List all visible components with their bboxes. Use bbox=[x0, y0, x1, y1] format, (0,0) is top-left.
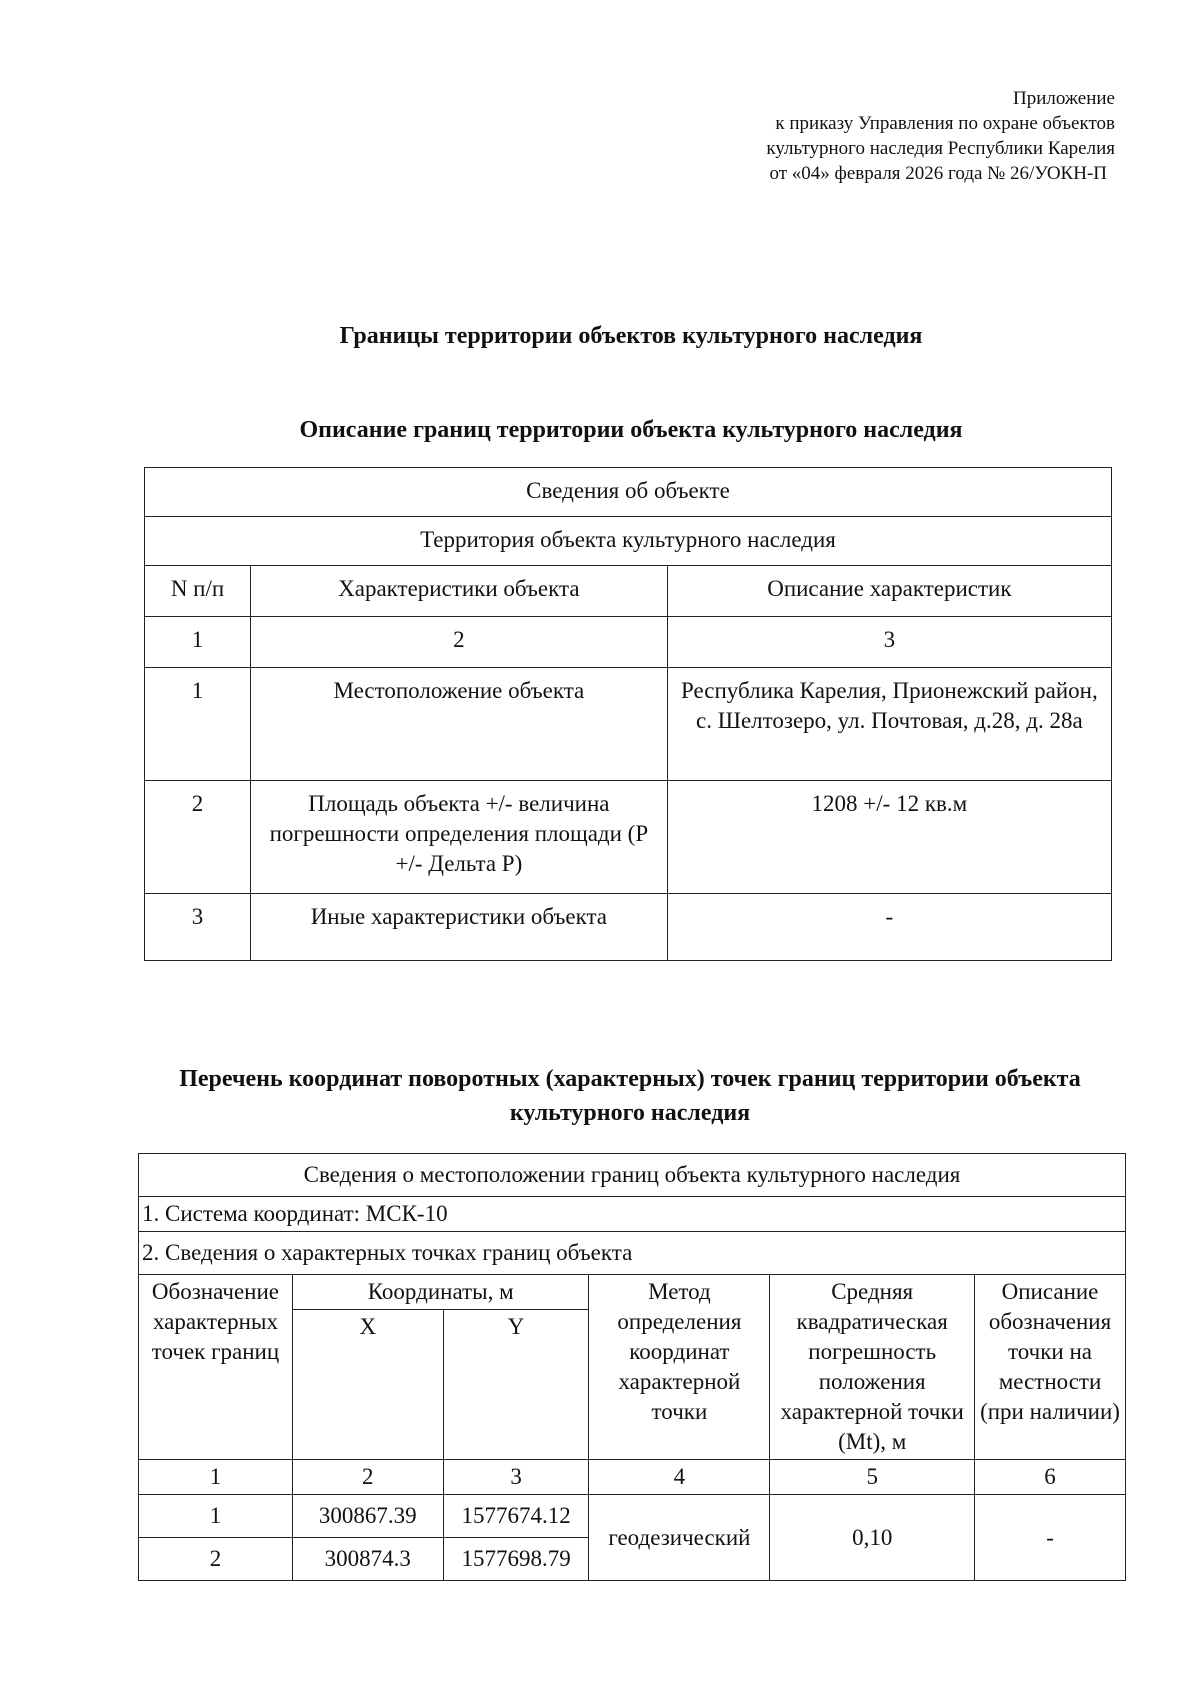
table-cell: Республика Карелия, Прионежский район, с. Шелтозеро, ул. Почтовая, д.28, д. 28а bbox=[667, 668, 1111, 781]
table-cell: Сведения об объекте bbox=[145, 468, 1112, 517]
table-cell: геодезический bbox=[589, 1495, 770, 1581]
table-header-row bbox=[145, 566, 1112, 617]
table-header-row bbox=[139, 1275, 1126, 1310]
header-cell: N п/п bbox=[145, 566, 251, 617]
table-cell: 1 bbox=[145, 668, 251, 781]
table-row bbox=[139, 1154, 1126, 1197]
table-cell: 1 bbox=[139, 1495, 293, 1538]
main-title: Границы территории объектов культурного наследия bbox=[339, 323, 923, 349]
table-cell: 3 bbox=[667, 617, 1111, 668]
table-row bbox=[145, 517, 1112, 566]
numbering-row bbox=[145, 617, 1112, 668]
appendix-line: Приложение bbox=[1013, 88, 1115, 109]
header-cell: Описание обозначения точки на местности (при наличии) bbox=[975, 1275, 1126, 1460]
header-cell: Обозначение характерных точек границ bbox=[139, 1275, 293, 1460]
table-cell: Иные характеристики объекта bbox=[251, 894, 668, 961]
table-cell: 4 bbox=[589, 1460, 770, 1495]
table-cell: 1 bbox=[145, 617, 251, 668]
table-cell: 3 bbox=[443, 1460, 589, 1495]
header-cell: Метод определения координат характерной точки bbox=[589, 1275, 770, 1460]
header-cell: Описание характеристик bbox=[667, 566, 1111, 617]
numbering-row bbox=[139, 1460, 1126, 1495]
table-cell: 2 bbox=[139, 1538, 293, 1581]
appendix-line bbox=[635, 161, 1115, 186]
appendix-note bbox=[635, 86, 1115, 186]
table-cell: Местоположение объекта bbox=[251, 668, 668, 781]
object-description-table bbox=[144, 467, 1112, 961]
table-cell: - bbox=[975, 1495, 1126, 1581]
table-cell: Территория объекта культурного наследия bbox=[145, 517, 1112, 566]
table-cell: 1577698.79 bbox=[443, 1538, 589, 1581]
table-cell: Площадь объекта +/- величина погрешности определения площади (Р +/- Дельта Р) bbox=[251, 781, 668, 894]
table-row bbox=[139, 1197, 1126, 1232]
appendix-line: к приказу Управления по охране объектов bbox=[775, 113, 1115, 134]
table-cell: Сведения о местоположении границ объекта культурного наследия bbox=[139, 1154, 1126, 1197]
table-cell: - bbox=[667, 894, 1111, 961]
table-row bbox=[139, 1495, 1126, 1538]
table-cell: 2 bbox=[292, 1460, 443, 1495]
table-cell: 0,10 bbox=[770, 1495, 975, 1581]
header-cell: Характеристики объекта bbox=[251, 566, 668, 617]
header-cell: Y bbox=[443, 1310, 589, 1460]
table-cell: 1577674.12 bbox=[443, 1495, 589, 1538]
table-cell: 5 bbox=[770, 1460, 975, 1495]
table-row bbox=[145, 668, 1112, 781]
table-cell: 300867.39 bbox=[292, 1495, 443, 1538]
coordinates-title: Перечень координат поворотных (характерных) точек границ территории объекта культурного наследия bbox=[179, 1066, 1081, 1126]
order-date-number: от «04» февраля 2026 года № 26/УОКН-П bbox=[769, 163, 1107, 184]
table-row bbox=[145, 468, 1112, 517]
table-cell: 1. Система координат: МСК-10 bbox=[139, 1197, 1126, 1232]
coordinates-table bbox=[138, 1153, 1126, 1581]
table-cell: 6 bbox=[975, 1460, 1126, 1495]
table-cell: 3 bbox=[145, 894, 251, 961]
table-cell: 2. Сведения о характерных точках границ объекта bbox=[139, 1232, 1126, 1275]
table-row bbox=[145, 781, 1112, 894]
header-cell: X bbox=[292, 1310, 443, 1460]
header-cell: Координаты, м bbox=[292, 1275, 589, 1310]
table-cell: 2 bbox=[251, 617, 668, 668]
table-cell: 1208 +/- 12 кв.м bbox=[667, 781, 1111, 894]
description-title: Описание границ территории объекта культурного наследия bbox=[299, 417, 963, 443]
header-cell: Средняя квадратическая погрешность положения характерной точки (Mt), м bbox=[770, 1275, 975, 1460]
table-cell: 300874.3 bbox=[292, 1538, 443, 1581]
table-cell: 2 bbox=[145, 781, 251, 894]
appendix-line: культурного наследия Республики Карелия bbox=[766, 138, 1115, 159]
table-cell: 1 bbox=[139, 1460, 293, 1495]
table-row bbox=[139, 1232, 1126, 1275]
table-row bbox=[145, 894, 1112, 961]
